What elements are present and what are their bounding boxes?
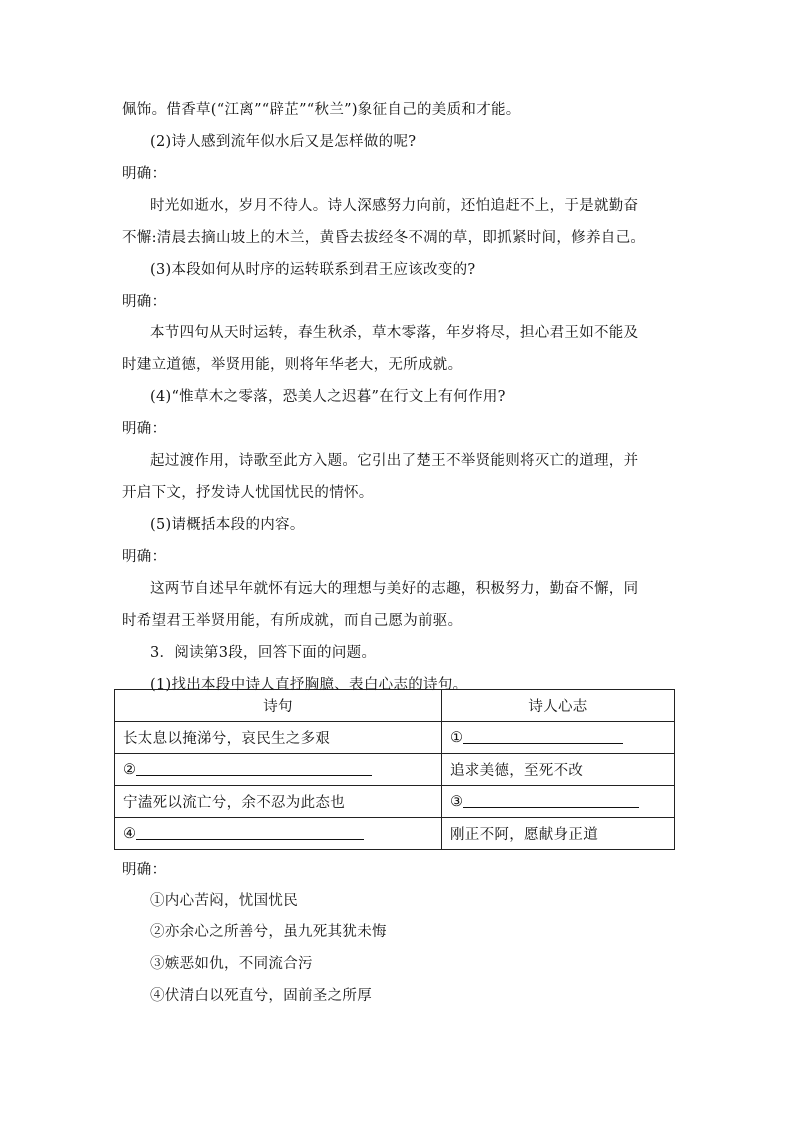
text-line: 时希望君王举贤用能，有所成就，而自己愿为前驱。 [122, 613, 463, 629]
table-cell: ① [442, 722, 675, 754]
header-poet-aspiration: 诗人心志 [442, 690, 675, 722]
answer-label: 明确： [122, 862, 167, 878]
text-line: 这两节自述早年就怀有远大的理想与美好的志趣，积极努力，勤奋不懈，同 [150, 581, 639, 597]
answer-blank[interactable] [136, 825, 364, 840]
table-cell: 刚正不阿，愿献身正道 [442, 818, 675, 850]
answer-label: 明确： [122, 549, 167, 565]
text-line: 不懈:清晨去摘山坡上的木兰，黄昏去拔经冬不凋的草，即抓紧时间，修养自己。 [122, 230, 646, 246]
question-3-1: (1)找出本段中诗人直抒胸臆、表白心志的诗句。 [150, 677, 468, 693]
table-cell: 追求美德，至死不改 [442, 754, 675, 786]
text-line: 佩饰。借香草(“江离”“辟芷”“秋兰”)象征自己的美质和才能。 [122, 102, 521, 118]
table-cell: 宁溘死以流亡兮，余不忍为此态也 [115, 786, 442, 818]
answer-label: 明确： [122, 294, 167, 310]
question-5: (5)请概括本段的内容。 [150, 517, 305, 533]
answer-item: ①内心苦闷，忧国忧民 [150, 893, 298, 909]
answer-blank[interactable] [136, 761, 372, 776]
table-row [115, 754, 675, 786]
answer-item: ③嫉恶如仇，不同流合污 [150, 956, 313, 972]
answer-label: 明确： [122, 166, 167, 182]
text-line: 开启下文，抒发诗人忧国忧民的情怀。 [122, 485, 374, 501]
answer-item: ②亦余心之所善兮，虽九死其犹未悔 [150, 924, 387, 940]
table-row [115, 786, 675, 818]
answer-item: ④伏清白以死直兮，固前圣之所厚 [150, 988, 372, 1004]
text-line: 起过渡作用，诗歌至此方入题。它引出了楚王不举贤能则将灭亡的道理，并 [150, 453, 639, 469]
table-header-row [115, 690, 675, 722]
text-line: 本节四句从天时运转，春生秋杀，草木零落，年岁将尽，担心君王如不能及 [150, 325, 639, 341]
table-cell: ③ [442, 786, 675, 818]
table-cell: ④ [115, 818, 442, 850]
answer-blank[interactable] [463, 729, 623, 744]
answer-blank[interactable] [463, 793, 639, 808]
question-4: (4)“惟草木之零落，恐美人之迟暮”在行文上有何作用? [150, 389, 506, 405]
text-line: 时光如逝水，岁月不待人。诗人深感努力向前，还怕追赶不上，于是就勤奋 [150, 198, 639, 214]
section-heading: 3．阅读第3段，回答下面的问题。 [150, 645, 377, 661]
table-row [115, 722, 675, 754]
text-line: 时建立道德，举贤用能，则将年华老大，无所成就。 [122, 357, 463, 373]
table-cell: 长太息以掩涕兮，哀民生之多艰 [115, 722, 442, 754]
header-poem-lines: 诗句 [115, 690, 442, 722]
question-2: (2)诗人感到流年似水后又是怎样做的呢? [150, 134, 417, 150]
poem-table [114, 689, 675, 850]
answer-label: 明确： [122, 421, 167, 437]
table-row [115, 818, 675, 850]
table-cell: ② [115, 754, 442, 786]
question-3: (3)本段如何从时序的运转联系到君王应该改变的? [150, 262, 476, 278]
